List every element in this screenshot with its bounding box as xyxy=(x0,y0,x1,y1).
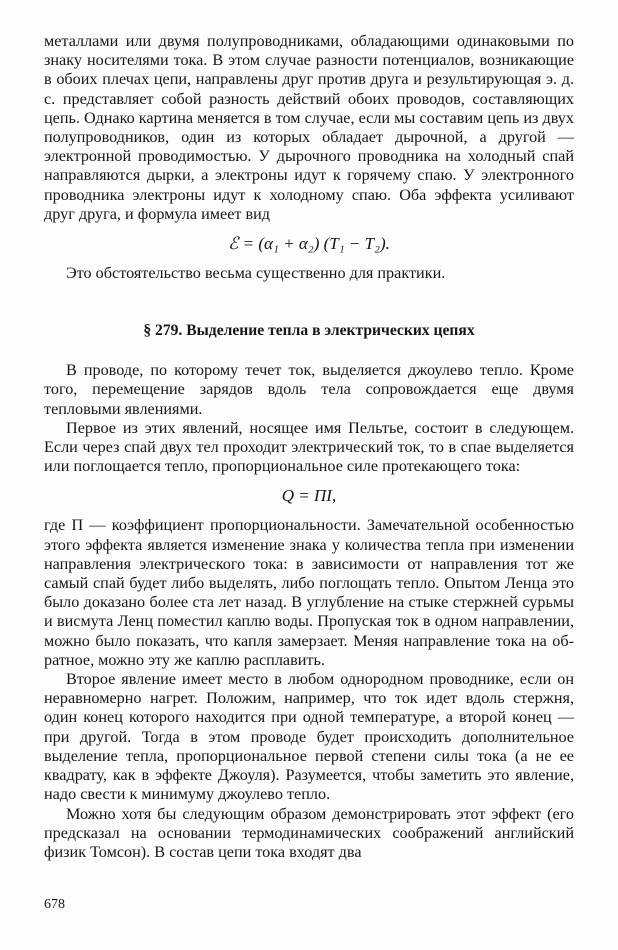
formula-peltier: Q = ΠI, xyxy=(281,486,337,506)
formula-emf: ℰ = (α₁ + α₂) (T₁ − T₂). xyxy=(228,234,390,254)
paragraph-thomson-demo: Можно хотя бы следующим образом демонстрировать этот эффект (его предсказал на основании термодинамических соображений английский физик Томсон). В состав цепи тока входят два xyxy=(44,804,574,861)
page-number: 678 xyxy=(44,897,65,912)
paragraph-thomson-effect: Второе явление имеет место в любом однородном проводнике, если он неравномерно нагрет. Положим, например, что ток идет вдоль стержня, один конец которого находится при одной температуре, а второй конец — при другой. Тогда в этом проводе будет происходить дополнительное выделение тепла, пропорциональное первой степени силы тока (а не ее квадрату, как в эффекте Джоуля). Разумеется, чтобы заметить это явление, надо свести к минимуму джоулево тепло. xyxy=(44,670,574,804)
section-heading: § 279. Выделение тепла в электрических цепях xyxy=(143,322,475,340)
paragraph-peltier-details: где Π — коэффициент пропорциональности. Замечательной особенностью этого эффекта является изменение знака у количества тепла при изменении направления электрического тока: в зависимости от направления тот же самый спай будет либо выделять, либо поглощать тепло. Опытом Ленца это было доказано более ста лет назад. В углубление на стыке стержней сурьмы и висмута Ленц поместил каплю воды. Пропуская ток в одном направлении, можно было показать, что капля замерзает. Меняя направление тока на обратное, можно эту же каплю расплавить. xyxy=(44,516,574,669)
paragraph-peltier-intro: Первое из этих явлений, носящее имя Пельтье, состоит в следующем. Если через спай двух тел проходит электрический ток, то в спае выделяется или поглощается тепло, пропорциональное силе протекающего тока: xyxy=(44,418,574,476)
paragraph-joule-heat: В проводе, по которому течет ток, выделяется джоулево тепло. Кроме того, перемещение зарядов вдоль тела сопровождается еще двумя тепловыми явлениями. xyxy=(44,361,574,418)
paragraph-conclusion: Это обстоятельство весьма существенно для практики. xyxy=(66,264,446,283)
paragraph-intro: металлами или двумя полупроводниками, обладающими одинаковыми по знаку носителями тока. В этом случае разности потенциалов, возникающие в обоих плечах цепи, направлены друг против друга и результирующая э. д. с. представляет собой разность действий обоих проводов, составляющих цепь. Однако картина меняется в том случае, если мы составим цепь из двух полупроводников, один из которых обладает дырочной, а другой — электронной проводимостью. У дырочного проводника на холодный спай направляются дырки, а электроны идут к горячему спаю. У электронного проводника электроны идут к холодному спаю. Оба эффекта усиливают друг друга, и формула имеет вид xyxy=(44,32,574,223)
